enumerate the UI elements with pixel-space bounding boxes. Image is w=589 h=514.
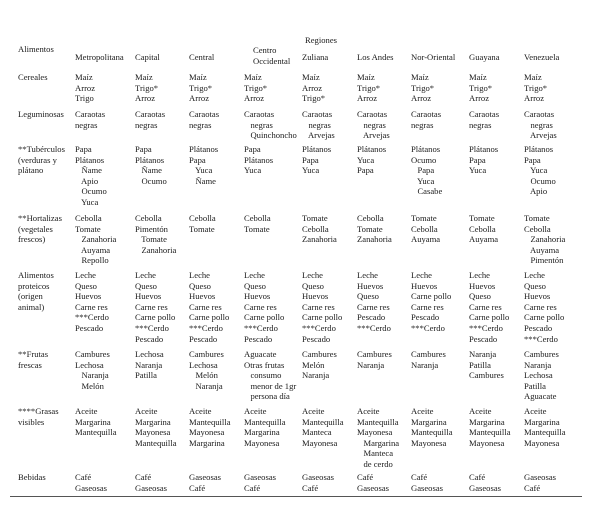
table-cell: Cambures Lechosa Naranja Melón	[75, 349, 110, 391]
region-column-header: Centro Occidental	[253, 45, 291, 66]
table-cell: Caraotas negras	[75, 109, 106, 130]
table-cell: Plátanos Papa Yuca	[302, 144, 332, 176]
food-group-label: ****Grasas visibles	[18, 406, 59, 427]
food-group-label: Leguminosas	[18, 109, 64, 119]
region-column-header: Central	[189, 52, 215, 62]
table-cell: Plátanos Papa Yuca	[469, 144, 499, 176]
regions-heading: Regiones	[305, 35, 337, 45]
table-cell: Leche Queso Huevos Carne res ***Cerdo Pescado	[75, 270, 109, 333]
table-cell: Maíz Trigo* Arroz	[357, 72, 381, 104]
region-column-header: Metropolitana	[75, 52, 124, 62]
table-cell: Leche Queso Huevos Carne res Carne pollo ***Cerdo Pescado	[135, 270, 176, 344]
region-column-header: Nor-Oriental	[411, 52, 456, 62]
table-cell: Maíz Trigo* Arroz	[189, 72, 213, 104]
table-cell: Maíz Arroz Trigo	[75, 72, 96, 104]
table-cell: Cebolla Tomate	[244, 213, 271, 234]
table-cell: Aceite Margarina Mantequilla Mayonesa	[524, 406, 566, 448]
table-cell: Leche Huevos Carne pollo Carne res Pescado ***Cerdo	[411, 270, 452, 333]
table-cell: Maíz Trigo* Arroz	[469, 72, 493, 104]
table-cell: Tomate Cebolla Auyama	[411, 213, 441, 245]
table-cell: Café Gaseosas	[75, 472, 107, 493]
table-cell: Gaseosas Café	[189, 472, 221, 493]
table-cell: Tomate Cebolla Zanahoria	[302, 213, 337, 245]
table-cell: Caraotas negras	[469, 109, 500, 130]
food-group-label: Alimentos proteicos (origen animal)	[18, 270, 54, 312]
table-cell: Cambures Lechosa Melón Naranja	[189, 349, 224, 391]
region-column-header: Guayana	[469, 52, 500, 62]
table-cell: Gaseosas Café	[524, 472, 556, 493]
table-cell: Tomate Cebolla Zanahoria Auyama Pimentón	[524, 213, 566, 266]
table-cell: Maíz Trigo* Arroz	[135, 72, 159, 104]
table-cell: Café Gaseosas	[411, 472, 443, 493]
region-column-header: Venezuela	[524, 52, 560, 62]
region-column-header: Zuliana	[302, 52, 329, 62]
table-cell: Aguacate Otras frutas consumo menor de 1gr persona día	[244, 349, 297, 402]
table-cell: Aceite Mantequilla Mayonesa Margarina	[189, 406, 231, 448]
table-cell: Plátanos Papa Yuca Ñame	[189, 144, 219, 186]
table-cell: Café Gaseosas	[357, 472, 389, 493]
table-cell: Caraotas negras	[411, 109, 442, 130]
table-cell: Papa Plátanos Yuca	[244, 144, 274, 176]
table-cell: Aceite Mantequilla Mayonesa Margarina Manteca de cerdo	[357, 406, 400, 469]
food-group-label: **Tubérculos (verduras y plátano	[18, 144, 65, 176]
table-cell: Plátanos Yuca Papa	[357, 144, 387, 176]
region-column-header: Capital	[135, 52, 160, 62]
table-cell: Caraotas negras	[189, 109, 220, 130]
table-cell: Leche Huevos Queso Carne res Carne pollo ***Cerdo Pescado	[469, 270, 510, 344]
table-cell: Plátanos Ocumo Papa Yuca Casabe	[411, 144, 443, 197]
table-cell: Papa Plátanos Ñame Apio Ocumo Yuca	[75, 144, 107, 207]
table-cell: Leche Queso Huevos Carne res Carne pollo ***Cerdo Pescado	[189, 270, 230, 344]
food-group-label: Bebidas	[18, 472, 46, 482]
table-cell: Maíz Trigo* Arroz	[244, 72, 268, 104]
table-cell: Cambures Naranja Lechosa Patilla Aguacate	[524, 349, 559, 402]
region-column-header: Los Andes	[357, 52, 394, 62]
table-cell: Plátanos Papa Yuca Ocumo Apio	[524, 144, 556, 197]
food-group-label: **Hortalizas (vegetales frescos)	[18, 213, 62, 245]
table-cell: Papa Plátanos Ñame Ocumo	[135, 144, 167, 186]
table-cell: Cambures Naranja	[357, 349, 392, 370]
table-cell: Cebolla Tomate	[189, 213, 216, 234]
table-cell: Cebolla Tomate Zanahoria Auyama Repollo	[75, 213, 117, 266]
table-cell: Gaseosas Café	[244, 472, 276, 493]
table-cell: Gaseosas Café	[302, 472, 334, 493]
table-cell: Caraotas negras Arvejas	[524, 109, 557, 141]
table-cell: Naranja Patilla Cambures	[469, 349, 504, 381]
table-cell: Tomate Cebolla Auyama	[469, 213, 499, 245]
table-cell: Aceite Margarina Mantequilla Mayonesa	[411, 406, 453, 448]
table-cell: Aceite Margarina Mayonesa Mantequilla	[135, 406, 177, 448]
table-cell: Leche Queso Huevos Carne res Carne pollo ***Cerdo Pescado	[244, 270, 285, 344]
table-cell: Aceite Mantequilla Manteca Mayonesa	[302, 406, 344, 448]
table-cell: Aceite Mantequilla Margarina Mayonesa	[244, 406, 286, 448]
table-bottom-rule	[10, 496, 582, 497]
table-cell: Cambures Melón Naranja	[302, 349, 337, 381]
table-cell: Caraotas negras	[135, 109, 166, 130]
table-cell: Maíz Trigo* Arroz	[524, 72, 548, 104]
table-cell: Maíz Trigo* Arroz	[411, 72, 435, 104]
food-group-label: **Frutas frescas	[18, 349, 49, 370]
table-cell: Lechosa Naranja Patilla	[135, 349, 164, 381]
food-column-heading: Alimentos	[18, 44, 54, 54]
table-cell: Cambures Naranja	[411, 349, 446, 370]
table-cell: Caraotas negras Arvejas	[357, 109, 390, 141]
table-cell: Cebolla Pimentón Tomate Zanahoria	[135, 213, 177, 255]
table-cell: Aceite Margarina Mantequilla Mayonesa	[469, 406, 511, 448]
table-cell: Leche Queso Huevos Carne res Carne pollo ***Cerdo Pescado	[302, 270, 343, 344]
table-cell: Maíz Arroz Trigo*	[302, 72, 326, 104]
table-cell: Caraotas negras Quinchoncho	[244, 109, 297, 141]
table-cell: Aceite Margarina Mantequilla	[75, 406, 117, 438]
food-group-label: Cereales	[18, 72, 48, 82]
table-cell: Café Gaseosas	[469, 472, 501, 493]
table-cell: Café Gaseosas	[135, 472, 167, 493]
table-cell: Leche Huevos Queso Carne res Pescado ***Cerdo	[357, 270, 391, 333]
table-cell: Caraotas negras Arvejas	[302, 109, 335, 141]
table-cell: Cebolla Tomate Zanahoria	[357, 213, 392, 245]
table-cell: Leche Queso Huevos Carne res Carne pollo Pescado ***Cerdo	[524, 270, 565, 344]
